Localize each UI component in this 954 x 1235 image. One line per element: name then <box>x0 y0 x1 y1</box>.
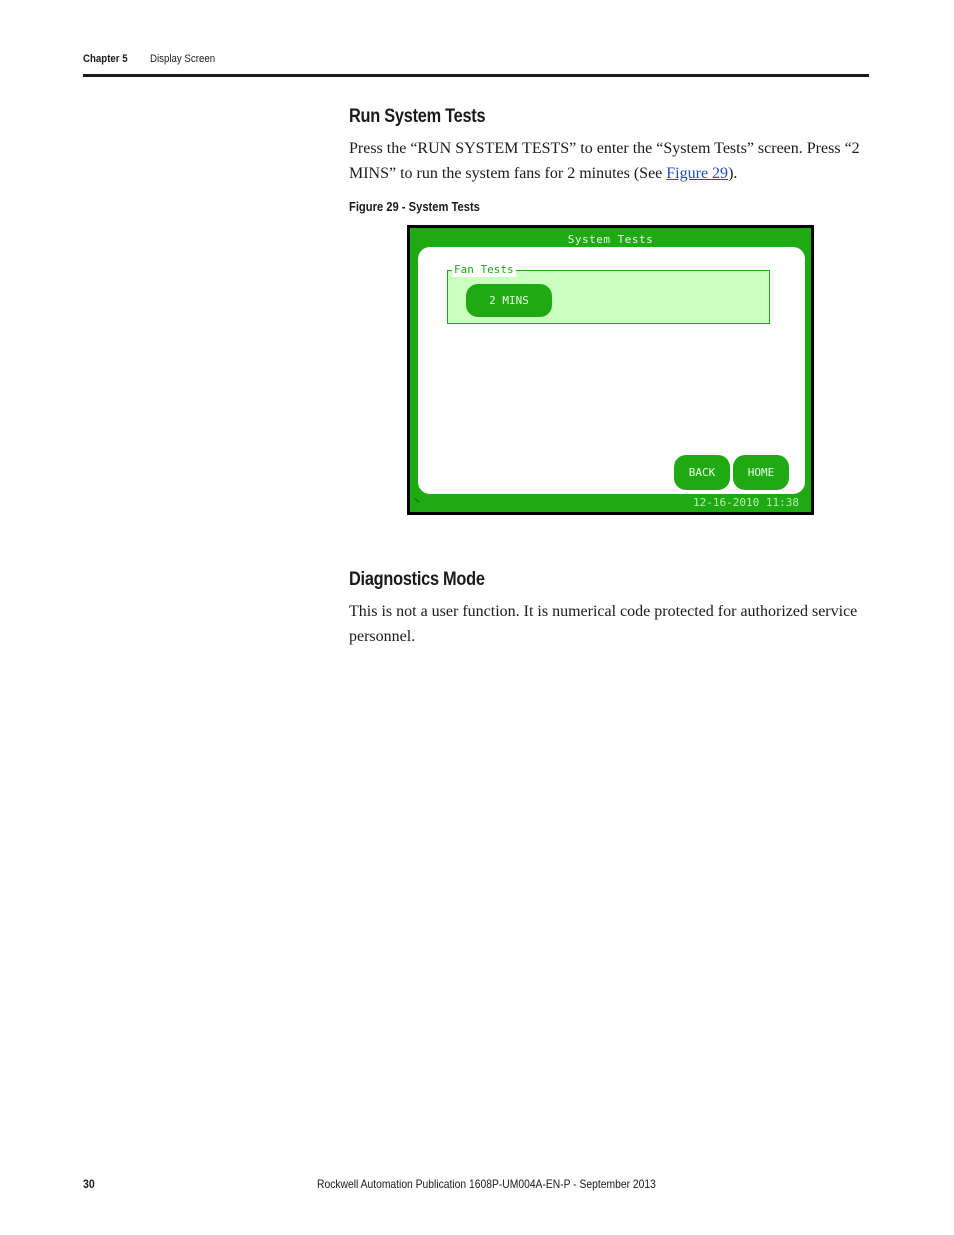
back-button[interactable]: BACK <box>674 455 730 490</box>
header-chapter: Chapter 5 <box>83 53 128 65</box>
home-button[interactable]: HOME <box>733 455 789 490</box>
screen-corner-mark <box>414 498 419 503</box>
figure-29-link[interactable]: Figure 29 <box>666 165 729 182</box>
screen-background <box>410 228 811 512</box>
fan-tests-group <box>447 263 770 324</box>
figure-caption: Figure 29 - System Tests <box>349 199 480 214</box>
run-system-tests-heading: Run System Tests <box>349 106 486 127</box>
diagnostics-mode-heading: Diagnostics Mode <box>349 569 485 590</box>
run-system-tests-paragraph <box>349 136 869 186</box>
system-tests-screen <box>407 225 814 515</box>
page-number: 30 <box>83 1177 95 1191</box>
screen-panel <box>418 247 805 494</box>
publication-info: Rockwell Automation Publication 1608P-UM004A-EN-P - September 2013 <box>317 1177 656 1191</box>
screen-datetime: 12-16-2010 11:38 <box>693 496 799 509</box>
run-system-tests-text: Press the “RUN SYSTEM TESTS” to enter the “System Tests” screen. Press “2 MINS” to run the system fans for 2 minutes (See <box>349 140 860 182</box>
two-mins-button[interactable]: 2 MINS <box>466 284 552 317</box>
screen-title: System Tests <box>567 233 654 246</box>
fan-tests-label: Fan Tests <box>454 263 514 276</box>
diagnostics-mode-paragraph: This is not a user function. It is numerical code protected for authorized service personnel. <box>349 603 858 645</box>
header-rule <box>83 74 869 77</box>
run-system-tests-text-end: ). <box>728 165 738 182</box>
header-section: Display Screen <box>150 53 216 65</box>
